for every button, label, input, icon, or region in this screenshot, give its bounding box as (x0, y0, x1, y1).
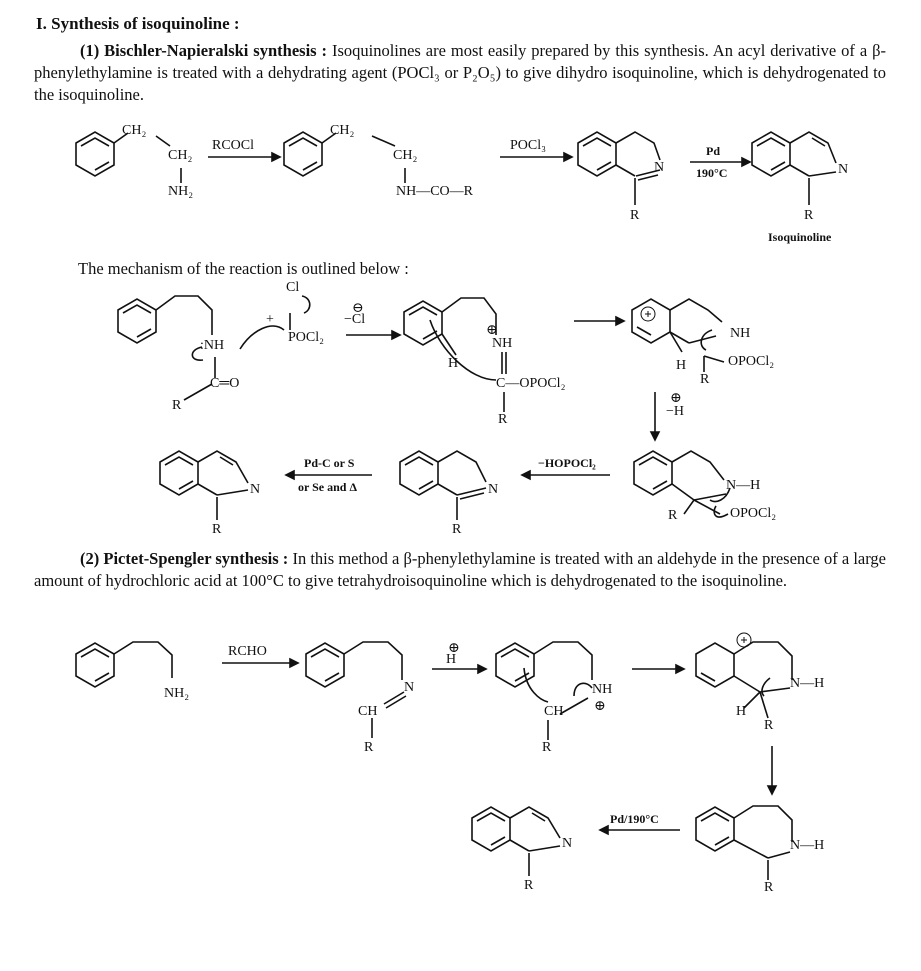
isoquinoline-final-mech (160, 451, 248, 520)
bischler-title: (1) Bischler-Napieralski synthesis : (80, 41, 328, 60)
loss-cl-label: −Cl (344, 312, 366, 327)
r-label: R (700, 372, 710, 387)
ch-label: CH (358, 704, 378, 719)
tetrahydroisoquinoline (696, 806, 792, 880)
mech-benzene-1 (118, 299, 156, 343)
nitrogen-label: N (838, 162, 849, 177)
isoquinoline-label: Isoquinoline (768, 230, 832, 244)
pictet-paragraph (34, 548, 886, 592)
plus-charge: ⊕ (486, 323, 498, 338)
r-label: R (542, 740, 552, 755)
pocl2-label: POCl₂ (288, 330, 325, 345)
reagent-pd: Pd (706, 144, 721, 158)
nitrogen-label: N (654, 160, 665, 175)
opocl2-chain-label: C—OPOCl₂ (496, 376, 566, 391)
nitrogen-label: N (488, 482, 499, 497)
r-label: R (212, 522, 222, 537)
reagent-se: or Se and Δ (298, 480, 357, 494)
reagent-minus-hopocl2: −HOPOCl₂ (538, 456, 596, 470)
nh2-label: NH₂ (168, 184, 194, 199)
bond (184, 384, 212, 400)
chloride-anion-symbol: ⊖ (352, 301, 364, 316)
benzene-ring-2 (284, 132, 322, 176)
r-label: R (498, 412, 508, 427)
plus-charge: ⊕ (670, 391, 682, 406)
h-label: H (736, 704, 747, 719)
isoquinoline-final-ps (472, 807, 560, 876)
section-heading: I. Synthesis of isoquinoline : (36, 14, 240, 33)
amide-label: NH—CO—R (396, 184, 474, 199)
r-label: R (804, 208, 814, 223)
nitrogen-label: N (562, 836, 573, 851)
nh-lone-pair: :NH (200, 338, 225, 353)
r-label: R (630, 208, 640, 223)
mechanism-intro: The mechanism of the reaction is outlined below : (78, 259, 409, 278)
isoquinoline-product (752, 132, 836, 205)
aminal-intermediate (634, 451, 730, 517)
dihydroisoquinoline-mech (400, 451, 486, 520)
r-label: R (764, 880, 774, 895)
r-label: R (668, 508, 678, 523)
nh-group-label: N—H (726, 478, 761, 493)
plus-sign: + (266, 312, 274, 327)
h-plus-label: H (446, 652, 457, 667)
cl-label: Cl (286, 280, 300, 295)
nitrogen-label: N (404, 680, 415, 695)
ch2-label: CH₂ (122, 123, 147, 138)
bond (156, 136, 170, 146)
minus-h-label: −H (666, 404, 685, 419)
reagent-pd-c: Pd-C or S (304, 456, 355, 470)
pictet-title: (2) Pictet-Spengler synthesis : (80, 549, 289, 568)
opocl2-label: OPOCl₂ (730, 506, 777, 521)
ch2-label: CH₂ (168, 148, 193, 163)
r-label: R (364, 740, 374, 755)
nh2-label: NH₂ (164, 686, 190, 701)
iminium (496, 642, 592, 740)
opocl2-label: OPOCl₂ (728, 354, 775, 369)
nitrogen-label: N (250, 482, 261, 497)
benzene-ring-1 (76, 132, 114, 176)
bond (372, 136, 395, 146)
nh-plus-label: NH (492, 336, 513, 351)
bischler-text: Isoquinolines are most easily prepared by this synthesis. An acyl derivative of a β-phenylethylamine is treated with a dehydrating agent (POCl₃ or P₂O₅) to give dihydro isoquinoline, which is dehydrogenated to the isoquinoline. (34, 41, 886, 104)
plus-charge: ⊕ (448, 641, 460, 656)
nh-group-label: N—H (790, 676, 825, 691)
carbonyl-label: C═O (210, 376, 240, 391)
plus-charge: ⊕ (594, 699, 606, 714)
arrow-head (272, 153, 280, 161)
ch2-label: CH₂ (393, 148, 418, 163)
dihydroisoquinoline (578, 132, 660, 205)
mech-benzene-2 (404, 301, 442, 345)
reagent-pocl3: POCl₃ (510, 138, 547, 153)
r-label: R (764, 718, 774, 733)
nh-group-label: N—H (790, 838, 825, 853)
reagent-rcocl: RCOCl (212, 138, 255, 153)
h-label: H (448, 356, 459, 371)
ch2-label: CH₂ (330, 123, 355, 138)
nh-label: NH (592, 682, 613, 697)
pictet-text: In this method a β-phenylethylamine is treated with an aldehyde in the presence of a large amount of hydrochloric acid at 100°C to give tetrahydroisoquinoline which is dehydrogenated to the isoquinoline. (34, 549, 886, 590)
ch-label: CH (544, 704, 564, 719)
reagent-pd-190: Pd/190°C (610, 812, 659, 826)
imine (306, 642, 406, 738)
curved-arrow (240, 326, 284, 349)
nh-label: NH (730, 326, 751, 341)
chain (156, 296, 212, 335)
phenylethylamine (76, 642, 172, 687)
reagent-190c: 190°C (696, 166, 728, 180)
reagent-rcho: RCHO (228, 644, 267, 659)
h-label: H (676, 358, 687, 373)
r-label: R (524, 878, 534, 893)
r-label: R (452, 522, 462, 537)
r-label: R (172, 398, 182, 413)
curved-arrow (302, 296, 310, 313)
